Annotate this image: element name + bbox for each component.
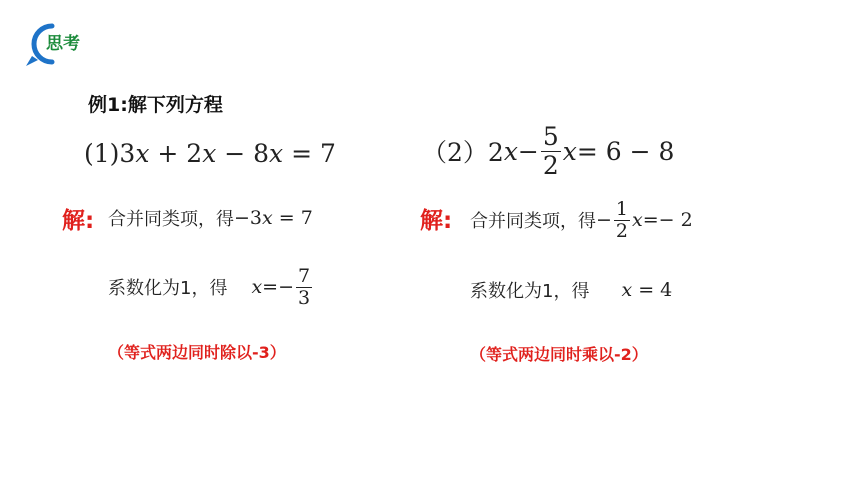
solution-label-1: 解: <box>62 208 95 234</box>
fraction: $\frac{5}{2}$ <box>542 122 559 180</box>
problem1-note: （等式两边同时除以-3） <box>108 343 286 362</box>
fraction: $\frac{7}{3}$ <box>298 264 311 309</box>
logo-label: 思考 <box>46 34 80 54</box>
problem2-step2: 系数化为1，得 x = 4 <box>470 279 673 302</box>
solution-label-2: 解: <box>420 208 453 234</box>
problem2-equation: （2）2 x − $\frac{5}{2}$ x = 6 − 8 <box>422 122 675 180</box>
problem1-step2: 系数化为1，得 x =− $\frac{7}{3}$ <box>108 264 311 309</box>
problem2-step1: 合并同类项，得 − $\frac{1}{2}$ x =− 2 <box>470 197 693 242</box>
example-title: 例1:解下列方程 <box>88 94 223 116</box>
problem1-equation: (1)3x + 2x − 8x = 7 <box>84 139 336 168</box>
problem1-step1: 合并同类项，得 −3x = 7 <box>108 207 313 230</box>
fraction: $\frac{1}{2}$ <box>615 197 629 242</box>
problem2-note: （等式两边同时乘以-2） <box>470 345 648 364</box>
